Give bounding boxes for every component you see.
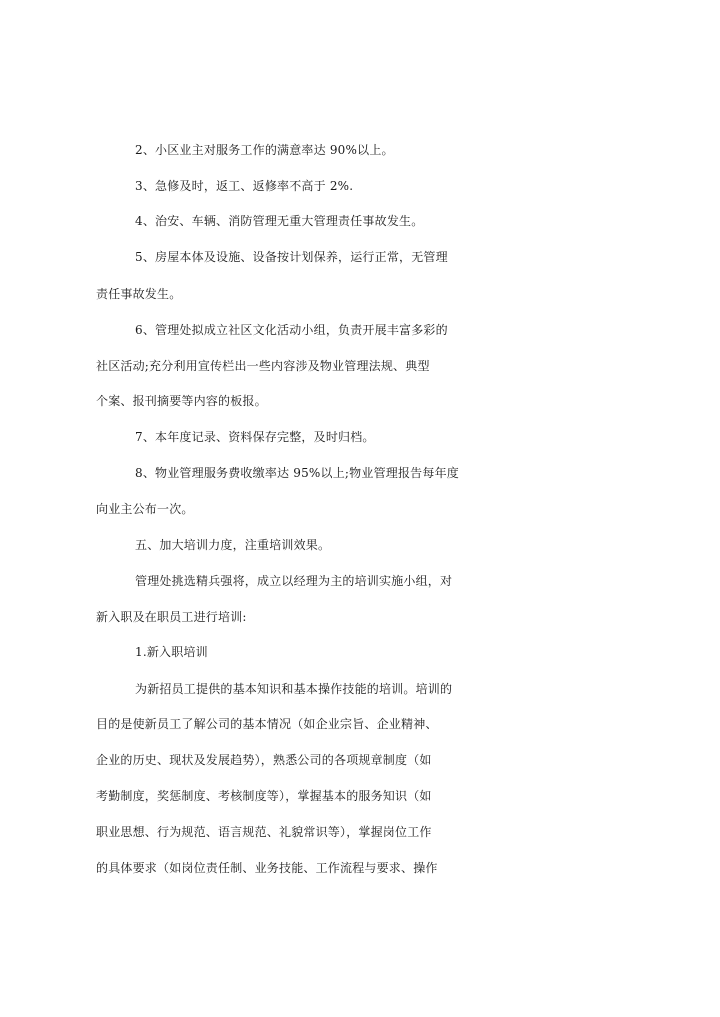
text-line-goal-6-cont-2: 个案、报刊摘要等内容的板报。 bbox=[96, 394, 267, 408]
text-line-new-hire-3: 企业的历史、现状及发展趋势），熟悉公司的各项规章制度（如 bbox=[96, 753, 432, 767]
text-line-goal-5-cont: 责任事故发生。 bbox=[96, 287, 182, 301]
text-line-new-hire-4: 考勤制度，奖惩制度、考核制度等），掌握基本的服务知识（如 bbox=[96, 789, 432, 803]
text-line-new-hire-2: 目的是使新员工了解公司的基本情况（如企业宗旨、企业精神、 bbox=[96, 717, 438, 731]
text-line-new-hire-6: 的具体要求（如岗位责任制、业务技能、工作流程与要求、操作 bbox=[96, 861, 438, 875]
section-heading-training: 五、加大培训力度，注重培训效果。 bbox=[135, 538, 331, 552]
text-line-training-intro-cont: 新入职及在职员工进行培训: bbox=[96, 610, 247, 624]
subheading-new-hire-training: 1.新入职培训 bbox=[135, 645, 208, 659]
text-line-new-hire-5: 职业思想、行为规范、语言规范、礼貌常识等），掌握岗位工作 bbox=[96, 825, 432, 839]
text-line-goal-2: 2、小区业主对服务工作的满意率达 90%以上。 bbox=[135, 143, 394, 157]
text-line-goal-7: 7、本年度记录、资料保存完整，及时归档。 bbox=[135, 430, 375, 444]
text-line-goal-3: 3、急修及时，返工、返修率不高于 2%. bbox=[135, 179, 354, 193]
text-line-goal-6: 6、管理处拟成立社区文化活动小组，负责开展丰富多彩的 bbox=[135, 323, 448, 337]
text-line-goal-8-cont: 向业主公布一次。 bbox=[96, 502, 194, 516]
text-line-goal-5: 5、房屋本体及设施、设备按计划保养，运行正常，无管理 bbox=[135, 250, 448, 264]
text-line-goal-6-cont-1: 社区活动;充分利用宣传栏出一些内容涉及物业管理法规、典型 bbox=[96, 359, 430, 373]
text-line-goal-4: 4、治安、车辆、消防管理无重大管理责任事故发生。 bbox=[135, 214, 424, 228]
text-line-training-intro: 管理处挑选精兵强将，成立以经理为主的培训实施小组，对 bbox=[135, 574, 453, 588]
text-line-goal-8: 8、物业管理服务费收缴率达 95%以上;物业管理报告每年度 bbox=[135, 466, 459, 480]
text-line-new-hire-1: 为新招员工提供的基本知识和基本操作技能的培训。培训的 bbox=[135, 682, 453, 696]
